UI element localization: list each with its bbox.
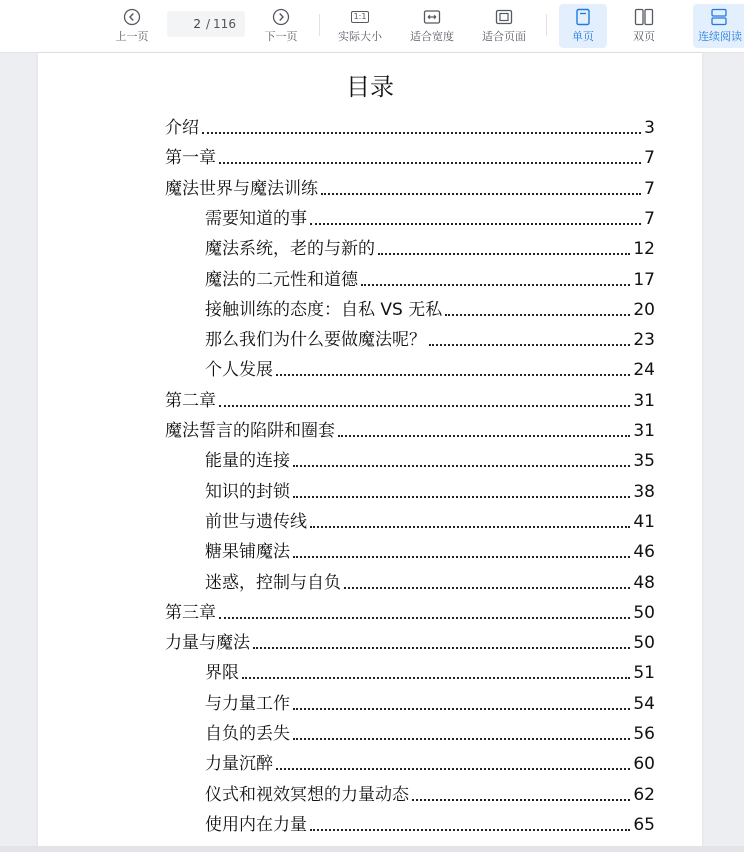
toc-entry-leader (310, 829, 630, 831)
toolbar-divider (319, 14, 320, 36)
page-number-input[interactable] (167, 17, 201, 31)
actual-size-icon-text: 1:1 (351, 11, 370, 23)
toc-entry-page: 7 (644, 208, 655, 229)
toc-entry-page: 51 (633, 663, 655, 684)
toc-entry-title: 力量沉醉 (205, 754, 273, 775)
toc-entry-title: 使用内在力量 (205, 814, 307, 835)
toc-entry[interactable] (205, 808, 655, 836)
toc-entry[interactable] (205, 778, 655, 806)
fit-width-icon (423, 7, 441, 27)
toc-entry-page: 62 (633, 784, 655, 805)
next-page-button[interactable] (259, 4, 303, 48)
fit-width-label: 适合宽度 (410, 30, 454, 43)
continuous-reading-label: 连续阅读 (698, 30, 742, 43)
toc-entry-leader (293, 556, 630, 558)
double-page-icon (634, 7, 654, 27)
toc-entry-title: 知识的封锁 (205, 481, 290, 502)
actual-size-label: 实际大小 (338, 30, 382, 43)
toc-entry-title: 仪式和视效冥想的力量动态 (205, 784, 409, 805)
toolbar (0, 0, 744, 53)
toc-entry-page: 24 (633, 360, 655, 381)
toc-entry-title: 第一章 (165, 148, 216, 169)
continuous-scroll-icon (710, 7, 728, 27)
toc-entry-title: 第三章 (165, 602, 216, 623)
toc-entry-leader (378, 253, 630, 255)
toc-entry[interactable] (205, 687, 655, 715)
toc-entry-title: 魔法世界与魔法训练 (165, 178, 318, 199)
toc-entry-leader (219, 617, 630, 619)
toc-entry-page: 23 (633, 330, 655, 351)
toc-entry-page: 31 (633, 421, 655, 441)
toc-entry-title: 与力量工作 (205, 693, 290, 714)
toc-entry[interactable] (205, 293, 655, 321)
double-page-label: 双页 (633, 30, 655, 43)
toc-entry[interactable] (165, 414, 655, 442)
toc-entry-title: 魔法系统，老的与新的 (205, 239, 375, 260)
fit-page-icon (495, 7, 513, 27)
toc-entry-page: 56 (633, 724, 655, 744)
toc-entry-leader (429, 344, 630, 346)
prev-page-label: 上一页 (115, 30, 149, 43)
toc-entry-leader (445, 314, 630, 316)
next-page-label: 下一页 (264, 30, 298, 43)
toc-entry-leader (219, 162, 641, 164)
toc-entry-page: 7 (644, 178, 655, 199)
toc-entry-leader (293, 465, 630, 467)
toc-entry[interactable] (205, 535, 655, 563)
page-separator: / (206, 17, 211, 31)
toc-entry-title: 迷惑，控制与自负 (205, 572, 341, 593)
toc-entry-leader (276, 768, 630, 770)
toc-entry[interactable] (205, 202, 655, 230)
toc-entry-page: 31 (633, 390, 655, 411)
toc-entry-title: 魔法的二元性和道德 (205, 269, 358, 290)
toc-entry-title: 个人发展 (205, 360, 273, 381)
double-page-button[interactable] (620, 4, 668, 48)
fit-page-label: 适合页面 (482, 30, 526, 43)
toc-entry-page: 17 (633, 269, 655, 290)
toc-entry-title: 自负的丢失 (205, 724, 290, 744)
toc-entry[interactable] (205, 353, 655, 381)
actual-size-button[interactable] (332, 4, 388, 48)
page-indicator (167, 11, 245, 37)
toc-entry-page: 48 (633, 572, 655, 593)
toc-entry-page: 60 (633, 754, 655, 775)
toc-entry-title: 界限 (205, 663, 239, 684)
toc-entry-page: 20 (633, 299, 655, 320)
toc-entry-leader (293, 738, 630, 740)
toc-title: 目录 (346, 73, 394, 101)
toc-entry[interactable] (205, 323, 655, 351)
toc-entry-title: 第二章 (165, 390, 216, 411)
toc-entry-leader (361, 284, 630, 286)
document-page (38, 53, 702, 852)
toc-entry-leader (253, 647, 630, 649)
toc-entry[interactable] (165, 111, 655, 139)
toc-entry-leader (412, 799, 630, 801)
toc-entry-title: 需要知道的事 (205, 208, 307, 229)
toc-entry[interactable] (205, 747, 655, 775)
toc-entry-page: 12 (633, 239, 655, 260)
chevron-left-circle-icon (123, 7, 141, 27)
toc-entry-title: 接触训练的态度：自私 VS 无私 (205, 299, 443, 320)
toc-entry[interactable] (205, 505, 655, 533)
toc-entry-leader (321, 193, 641, 195)
toc-entry[interactable] (165, 141, 655, 169)
bottom-scrollbar[interactable] (0, 846, 744, 852)
toc-entry[interactable] (165, 172, 655, 200)
toc-entry[interactable] (205, 717, 655, 745)
toc-entry-leader (219, 405, 630, 407)
toc-entry-title: 前世与遗传线 (205, 511, 307, 532)
toc-entry-leader (338, 435, 630, 437)
toc-entry-title: 力量与魔法 (165, 633, 250, 654)
toc-entry-title: 糖果铺魔法 (205, 542, 290, 563)
fit-width-button[interactable] (404, 4, 460, 48)
fit-page-button[interactable] (476, 4, 532, 48)
toc-entry-page: 46 (633, 542, 655, 563)
toc-entry-leader (310, 223, 641, 225)
toc-entry-leader (310, 526, 630, 528)
toc-entry-page: 50 (633, 602, 655, 623)
actual-size-icon (351, 7, 370, 27)
total-pages: 116 (213, 17, 236, 31)
single-page-icon (575, 7, 591, 27)
toc-entry[interactable] (205, 263, 655, 291)
toc-entry[interactable] (165, 596, 655, 624)
toc-entry-leader (293, 496, 630, 498)
prev-page-button[interactable] (110, 4, 154, 48)
toc-entry-page: 41 (633, 511, 655, 532)
toc-entry-leader (293, 708, 630, 710)
toc-entry-title: 那么我们为什么要做魔法呢？ (205, 330, 426, 351)
toc-entry-page: 7 (644, 148, 655, 169)
chevron-right-circle-icon (272, 7, 290, 27)
toc-entry[interactable] (205, 232, 655, 260)
toc-entry-page: 35 (633, 451, 655, 472)
toc-entry-leader (202, 132, 641, 134)
toc-entry-leader (344, 587, 630, 589)
toc-entry-leader (276, 374, 630, 376)
single-page-label: 单页 (572, 30, 594, 43)
single-page-button[interactable] (559, 4, 607, 48)
toc-entry-page: 3 (644, 118, 655, 138)
toc-entry-leader (242, 677, 630, 679)
continuous-reading-button[interactable] (693, 4, 744, 48)
toc-entry[interactable] (165, 626, 655, 654)
toc-entry-page: 50 (633, 633, 655, 654)
toc-entry[interactable] (205, 566, 655, 594)
toc-entry-title: 魔法誓言的陷阱和圈套 (165, 421, 335, 441)
toc-entry[interactable] (165, 384, 655, 412)
toc-entry-title: 介绍 (165, 118, 199, 138)
toc-entry[interactable] (205, 444, 655, 472)
toolbar-divider (546, 14, 547, 36)
toc-entry-page: 54 (633, 693, 655, 714)
toc-entry[interactable] (205, 475, 655, 503)
toc-entry-title: 能量的连接 (205, 451, 290, 472)
toc-entry[interactable] (205, 656, 655, 684)
toc-entry-page: 65 (633, 814, 655, 835)
toc-entry-page: 38 (633, 481, 655, 502)
